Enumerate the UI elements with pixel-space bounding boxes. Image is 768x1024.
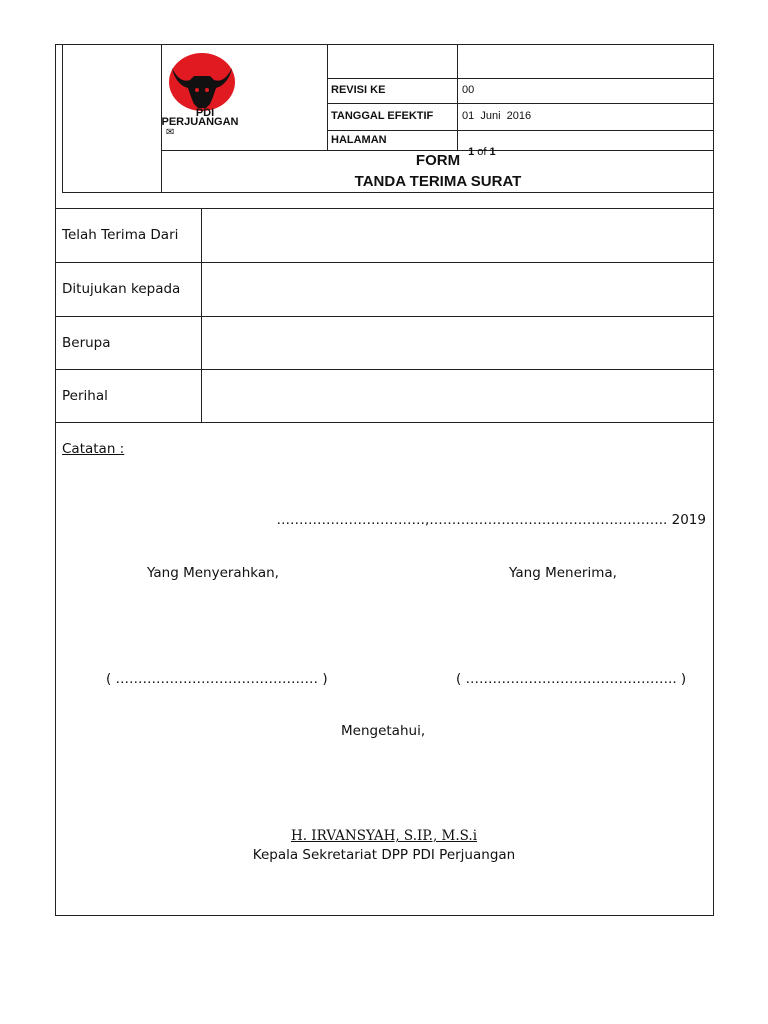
frame-top: [55, 44, 714, 45]
halaman-total: 1: [489, 146, 496, 158]
tanggal-efektif-label: TANGGAL EFEKTIF: [331, 110, 434, 122]
witness-label: Mengetahui,: [341, 723, 426, 739]
frame-left: [55, 44, 56, 916]
header-row-line-2: [327, 103, 713, 104]
logo-text-perjuangan: PERJUANGAN: [161, 116, 239, 128]
giver-signature-line: ( ……………………………………… ): [106, 671, 328, 687]
header-inner-bottom: [62, 192, 713, 193]
halaman-label: HALAMAN: [331, 134, 387, 146]
header-col-divider-1: [327, 44, 328, 151]
form-title: FORM: [415, 152, 461, 169]
envelope-icon: ✉: [166, 127, 175, 138]
field-label-telah-terima-dari: Telah Terima Dari: [62, 227, 179, 243]
field-row-line-4: [55, 422, 714, 423]
field-label-ditujukan-kepada: Ditujukan kepada: [62, 281, 181, 297]
date-line: ……………………………,…………………………………………….. 2019: [276, 512, 706, 528]
header-inner-left: [62, 44, 63, 193]
catatan-label: Catatan :: [62, 441, 125, 457]
tanggal-efektif-value: 01 Juni 2016: [462, 110, 532, 122]
header-title-top-line: [161, 150, 713, 151]
header-row-line-1: [327, 78, 713, 79]
revisi-value: 00: [462, 84, 475, 96]
official-name: H. IRVANSYAH, S.IP., M.S.i: [290, 828, 478, 844]
official-title: Kepala Sekretariat DPP PDI Perjuangan: [252, 847, 516, 863]
frame-bottom: [55, 915, 714, 916]
receiver-label: Yang Menerima,: [509, 565, 617, 581]
field-value-perihal[interactable]: [202, 370, 713, 422]
field-label-berupa: Berupa: [62, 335, 111, 351]
header-col-divider-2: [457, 44, 458, 151]
giver-label: Yang Menyerahkan,: [147, 565, 279, 581]
logo-text-pdi: PDI: [195, 107, 215, 119]
pdi-logo: [150, 50, 260, 140]
field-value-telah-terima-dari[interactable]: [202, 209, 713, 262]
field-label-perihal: Perihal: [62, 388, 108, 404]
field-value-ditujukan-kepada[interactable]: [202, 263, 713, 316]
field-value-berupa[interactable]: [202, 317, 713, 369]
revisi-label: REVISI KE: [331, 84, 386, 96]
receiver-signature-line: ( ……………………………………….. ): [456, 671, 687, 687]
halaman-of: of: [474, 146, 490, 158]
header-row-line-3: [327, 130, 713, 131]
form-subtitle: TANDA TERIMA SURAT: [354, 173, 522, 190]
halaman-current: 1: [468, 146, 475, 158]
